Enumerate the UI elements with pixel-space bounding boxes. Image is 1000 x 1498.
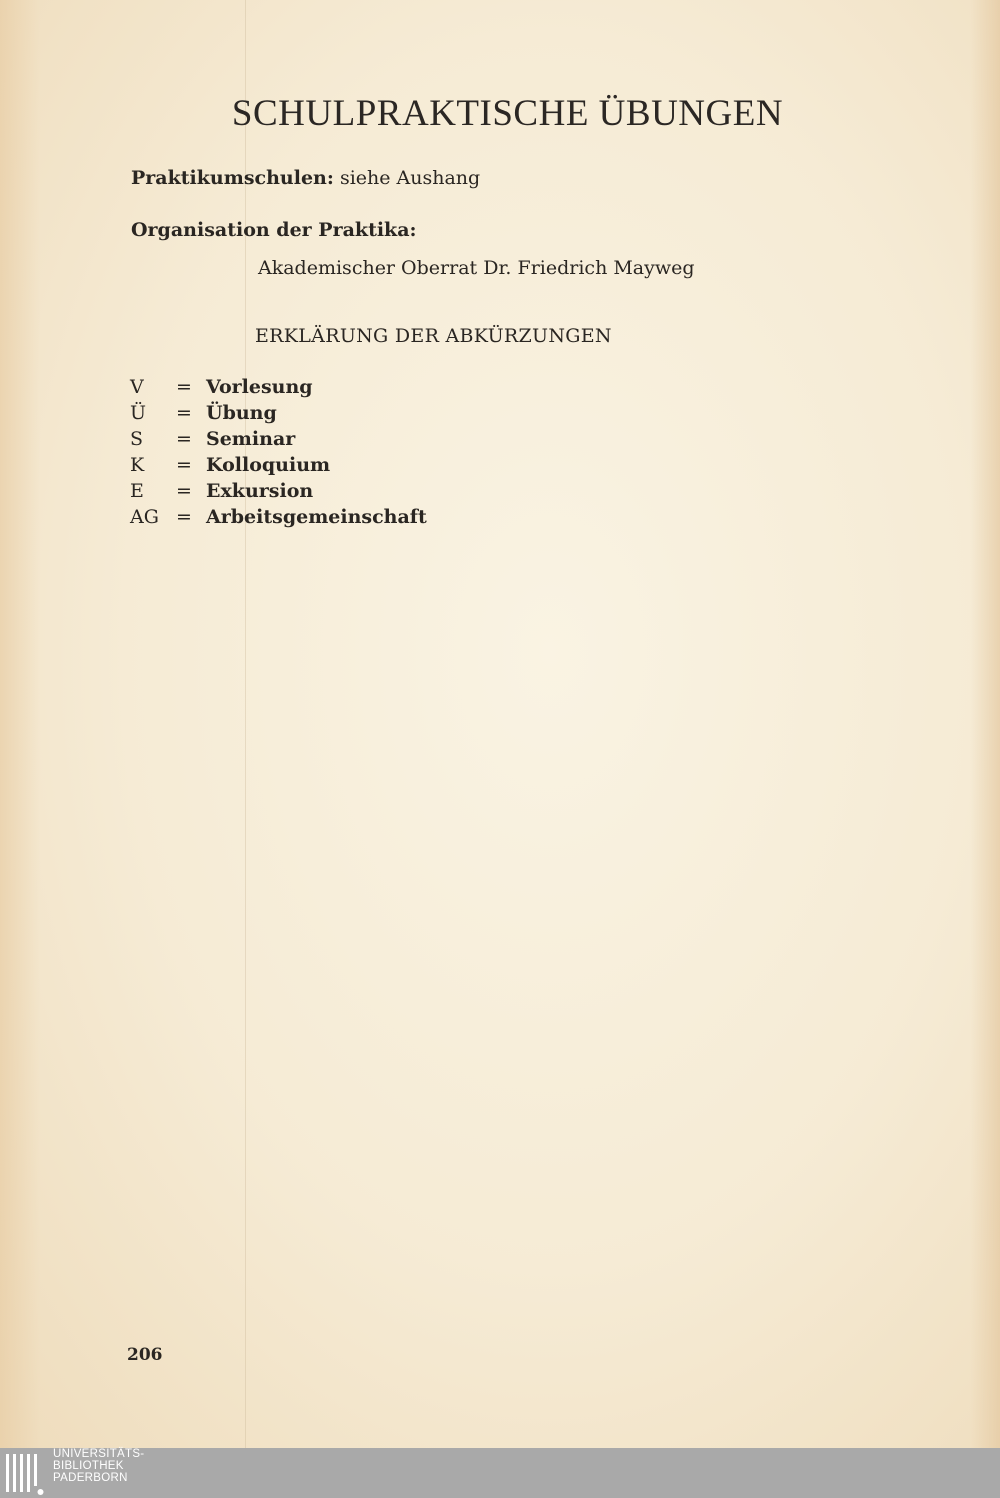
equals-sign: = [176, 506, 192, 528]
abbreviation-meaning: Kolloquium [206, 454, 331, 476]
library-name-line: PADERBORN [53, 1472, 128, 1484]
praktikumschulen-value: siehe Aushang [339, 167, 481, 189]
organisation-person: Akademischer Oberrat Dr. Friedrich Mayweg [258, 257, 695, 279]
equals-sign: = [176, 454, 192, 476]
equals-sign: = [176, 480, 192, 502]
page-fold-line [245, 0, 246, 1448]
abbreviation-code: K [130, 454, 145, 476]
abbreviation-meaning: Arbeitsgemeinschaft [206, 506, 427, 528]
abbreviation-code: Ü [130, 402, 147, 424]
library-footer-bar [0, 1448, 1000, 1498]
organisation-label: Organisation der Praktika: [131, 219, 417, 241]
abbreviation-code: S [130, 428, 144, 450]
abbreviation-meaning: Seminar [206, 428, 296, 450]
abbreviation-code: E [130, 480, 144, 502]
abbreviation-code: V [130, 376, 144, 398]
library-name [53, 1448, 144, 1484]
library-name-line: UNIVERSITÄTS- [53, 1448, 145, 1460]
page-title: SCHULPRAKTISCHE ÜBUNGEN [231, 93, 784, 134]
abbreviation-meaning: Vorlesung [206, 376, 313, 398]
library-logo-icon [4, 1450, 48, 1496]
equals-sign: = [176, 428, 192, 450]
equals-sign: = [176, 376, 192, 398]
page-number: 206 [127, 1345, 163, 1365]
praktikumschulen-line [131, 167, 480, 189]
praktikumschulen-label: Praktikumschulen: [131, 167, 334, 189]
abbreviation-meaning: Übung [206, 402, 277, 424]
library-name-line: BIBLIOTHEK [53, 1460, 124, 1472]
abbreviation-code: AG [130, 506, 159, 528]
equals-sign: = [176, 402, 192, 424]
abbreviations-heading: ERKLÄRUNG DER ABKÜRZUNGEN [255, 325, 612, 347]
abbreviation-meaning: Exkursion [206, 480, 314, 502]
